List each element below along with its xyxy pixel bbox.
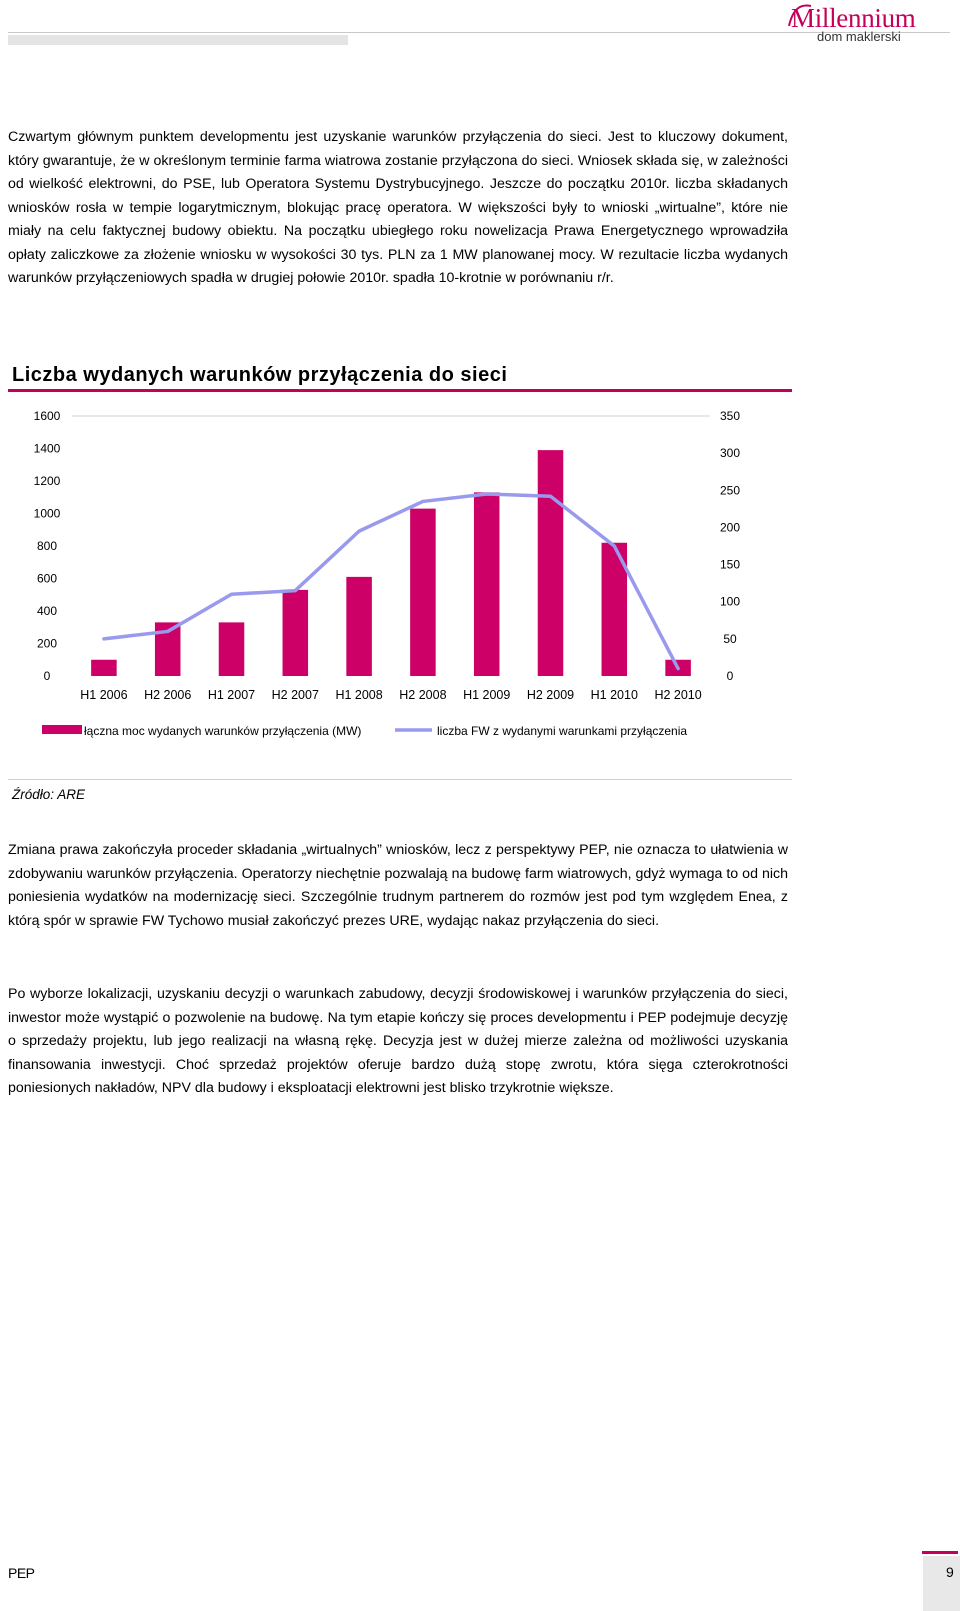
chart-line-series <box>104 494 678 669</box>
y-right-tick-label: 150 <box>719 557 741 572</box>
x-tick-label: H1 2009 <box>463 688 511 702</box>
brand-logo <box>785 2 955 46</box>
body-paragraph-3: Po wyborze lokalizacji, uzyskaniu decyzji o warunkach zabudowy, decyzji środowiskowej i warunków przyłączenia do sieci, inwestor może wystąpić o pozwolenie na budowę. Na tym etapie kończy się proces developmentu i PEP podejmuje decyzję o sprzedaży projektu, lub jego realizacji na własną rękę. Decyzja jest w dużej mierze zależna od możliwości uzyskania finansowania inwestycji. Choć sprzedaż projektów oferuje bardzo dużą stopę zwrotu, która sięga czterokrotności poniesionych nakładów, NPV dla budowy i eksploatacji elektrowni jest blisko trzykrotnie większe. <box>8 986 788 1096</box>
chart-bar <box>474 492 500 676</box>
x-tick-label: H2 2010 <box>654 688 702 702</box>
y-left-tick-label: 400 <box>36 604 58 618</box>
y-left-tick-label: 200 <box>36 636 58 651</box>
y-right-tick-label: 0 <box>726 669 734 683</box>
y-right-tick-label: 250 <box>719 483 741 498</box>
y-right-tick-label: 100 <box>719 594 741 609</box>
x-tick-label: H2 2006 <box>144 688 192 702</box>
y-left-tick-label: 1000 <box>33 506 61 521</box>
footer-page-block <box>923 1556 960 1611</box>
chart-bar <box>283 590 309 676</box>
chart-title: Liczba wydanych warunków przyłączenia do sieci <box>12 364 508 386</box>
y-right-tick-label: 300 <box>719 446 741 461</box>
chart-source: Źródło: ARE <box>12 787 86 802</box>
x-tick-label: H2 2009 <box>526 688 575 702</box>
brand-name: Millennium <box>791 3 916 33</box>
chart-title-rule <box>8 389 792 392</box>
y-left-tick-label: 600 <box>36 571 58 586</box>
y-right-tick-label: 50 <box>723 631 737 646</box>
x-tick-label: H2 2007 <box>271 688 319 702</box>
footer-accent <box>922 1551 958 1554</box>
legend-bar-label: łączna moc wydanych warunków przyłączenia (MW) <box>84 724 362 738</box>
body-paragraph-1: Czwartym głównym punktem developmentu jest uzyskanie warunków przyłączenia do sieci. Jest to kluczowy dokument, który gwarantuje, że w określonym terminie farma wiatrowa zostanie przyłączona do sieci. Wniosek składa się, w zależności od wielkość elektrowni, do PSE, lub Operatora Systemu Dystrybucyjnego. Jeszcze do początku 2010r. liczba składanych wniosków rosła w tempie logarytmicznym, blokując pracę operatora. W większości były to wnioski „wirtualne”, które nie miały na celu faktycznej budowy obiektu. Na początku ubiegłego roku nowelizacja Prawa Energetycznego wprowadziła opłaty zaliczkowe za złożenie wniosku w wysokości 30 tys. PLN za 1 MW planowanej mocy. W rezultacie liczba wydanych warunków przyłączeniowych spadła w drugiej połowie 2010r. spadła 10-krotnie w porównaniu r/r. <box>8 129 788 286</box>
y-left-tick-label: 800 <box>36 539 58 553</box>
chart-bar <box>219 622 245 676</box>
chart <box>0 410 800 775</box>
legend-line-label: liczba FW z wydanymi warunkami przyłączenia <box>437 724 688 738</box>
chart-bar <box>346 577 372 676</box>
x-tick-label: H1 2010 <box>590 688 638 702</box>
y-left-tick-label: 0 <box>43 669 51 683</box>
footer-company: PEP <box>8 1565 35 1581</box>
x-tick-label: H1 2008 <box>335 688 383 702</box>
legend-bar-swatch <box>42 725 82 734</box>
chart-bar <box>410 509 436 676</box>
header-bar <box>8 35 348 45</box>
body-paragraph-2: Zmiana prawa zakończyła proceder składania „wirtualnych” wniosków, lecz z perspektywy PEP, nie oznacza to ułatwienia w zdobywaniu warunków przyłączenia. Operatorzy niechętnie pozwalają na budowę farm wiatrowych, gdyż wymaga to od nich poniesienia wydatków na modernizację sieci. Szczególnie trudnym partnerem do rozmów jest pod tym względem Enea, z którą spór w sprawie FW Tychowo musiał zakończyć prezes URE, wydając nakaz przyłączenia do sieci. <box>8 842 788 929</box>
brand-subtitle: dom maklerski <box>817 29 901 44</box>
y-left-tick-label: 1200 <box>33 474 61 488</box>
y-left-tick-label: 1600 <box>33 410 61 423</box>
x-tick-label: H1 2007 <box>207 688 256 702</box>
page-number: 9 <box>946 1564 954 1580</box>
y-right-tick-label: 350 <box>719 410 741 423</box>
x-tick-label: H1 2006 <box>80 688 128 702</box>
x-tick-label: H2 2008 <box>399 688 447 702</box>
y-right-tick-label: 200 <box>719 520 741 535</box>
chart-bar <box>538 450 564 676</box>
chart-bar <box>91 660 117 676</box>
y-left-tick-label: 1400 <box>33 441 61 456</box>
chart-canvas <box>0 410 800 770</box>
chart-bottom-rule <box>8 779 792 780</box>
